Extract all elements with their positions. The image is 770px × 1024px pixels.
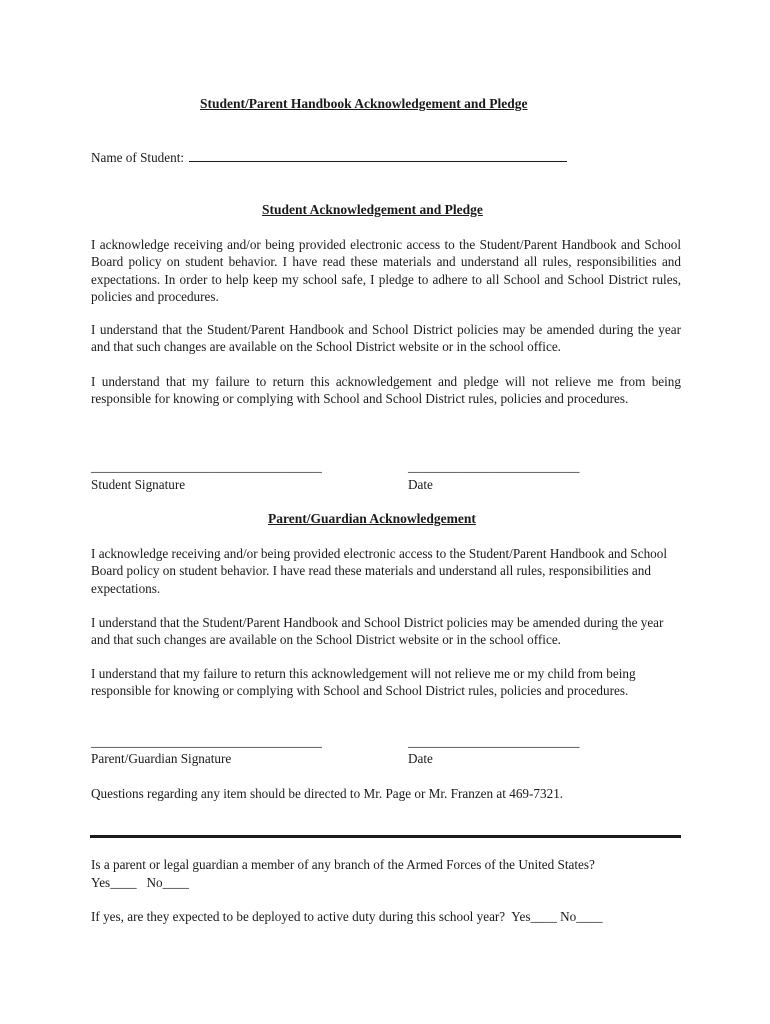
parent-signature-line[interactable]: ___________________________________ [91,734,322,749]
parent-paragraph-1: I acknowledge receiving and/or being provided electronic access to the Student/Parent Handbook and School Board policy on student behavior. I have read these materials and understand all rules, responsibilities and expectations. [91,546,668,596]
student-name-row [91,149,567,166]
student-signature-label: Student Signature [91,477,186,492]
parent-paragraph-3: I understand that my failure to return this acknowledgement will not relieve me or my child from being responsible for knowing or complying with School and School District rules, policies and procedures. [91,666,636,699]
document-title: Student/Parent Handbook Acknowledgement and Pledge [200,96,528,111]
armed-forces-yes-no[interactable]: Yes____ No____ [91,875,189,890]
parent-section-heading: Parent/Guardian Acknowledgement [268,511,476,526]
questions-contact-text: Questions regarding any item should be directed to Mr. Page or Mr. Franzen at 469-7321. [91,786,564,801]
deployment-question[interactable]: If yes, are they expected to be deployed to active duty during this school year? Yes____ No____ [91,909,603,924]
student-paragraph-2: I understand that the Student/Parent Handbook and School District policies may be amended during the year and that such changes are available on the School District website or in the school office. [91,322,681,355]
parent-paragraph-2: I understand that the Student/Parent Handbook and School District policies may be amended during the year and that such changes are available on the School District website or in the school office. [91,615,664,648]
parent-date-label: Date [408,751,433,766]
parent-signature-label: Parent/Guardian Signature [91,751,232,766]
student-section-heading: Student Acknowledgement and Pledge [262,202,483,217]
student-paragraph-1: I acknowledge receiving and/or being provided electronic access to the Student/Parent Handbook and School Board policy on student behavior. I have read these materials and understand all rules, responsibilities and expectations. In order to help keep my school safe, I pledge to adhere to all School and School District rules, policies and procedures. [91,237,681,305]
section-divider [90,835,681,838]
student-paragraph-3: I understand that my failure to return this acknowledgement and pledge will not relieve me from being responsible for knowing or complying with School and School District rules, policies and procedures. [91,374,681,407]
student-name-field[interactable] [189,149,567,162]
student-date-line[interactable]: __________________________ [408,459,580,474]
parent-date-line[interactable]: __________________________ [408,734,580,749]
student-date-label: Date [408,477,433,492]
student-name-label: Name of Student: [91,150,185,165]
student-signature-line[interactable]: ___________________________________ [91,459,322,474]
armed-forces-question: Is a parent or legal guardian a member of any branch of the Armed Forces of the United States? [91,857,595,872]
